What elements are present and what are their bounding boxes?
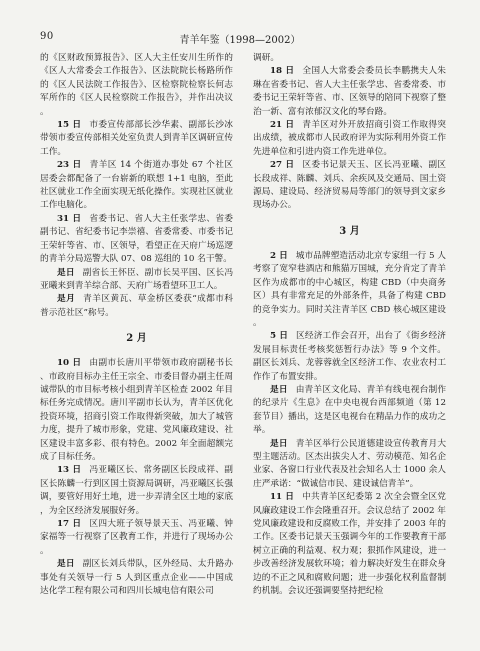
entry-text: 青羊区 14 个街道办事处 67 个社区居委会都配备了一台崭新的联想 1+1 电脑，至此社区就业工作全面实现无纸化操作。实现社区就业工作电脑化。: [40, 160, 233, 211]
entry-text: 区四大班子领导景天玉、冯亚曦、钟家福等一行视察了区教育工作，并进行了现场办公。: [40, 519, 233, 556]
entry-date: 11 日: [270, 492, 295, 503]
chronicle-entry: [40, 267, 233, 294]
chronicle-entry: [40, 213, 233, 267]
entry-text: 青羊区对外开放招商引资工作取得突出成绩，被成都市人民政府评为实际利用外资工作先进单位和引进内资工作先进单位。: [253, 120, 446, 157]
entry-text: 调研。: [253, 53, 280, 63]
page-number: 90: [40, 31, 54, 42]
chronicle-entry: [40, 293, 233, 320]
entry-date: 15 日: [57, 120, 82, 131]
entry-date: 是月: [57, 294, 76, 305]
entry-date: 10 日: [57, 358, 82, 369]
entry-text: 青羊区举行公民道德建设宣传教育月大型主题活动。区杰出拔尖人才、劳动模范、知名企业家、各窗口行业代表及社会知名人士 1000 余人庄严承诺：“做诚信市民、建设诚信青羊”。: [253, 438, 447, 489]
chronicle-entry: [40, 558, 233, 598]
chronicle-entry: [40, 357, 233, 464]
entry-date: 是日: [57, 559, 75, 570]
left-column: [40, 52, 233, 598]
entry-text: 中共青羊区纪委第 2 次全会暨全区党风廉政建设工作会隆重召开。会议总结了 2002 年党风廉政建设和反腐败工作，并安排了 2003 年的工作。区委书记景天玉强调今年的工作要教育干部树立正确的利益观、权力观；狠抓作风建设，进一步改善经济发展软环境；着力解决好发生在群众身边的不正之风和腐败问题；进一步强化权利监督制约机制。会议还强调要坚持把纪检: [253, 492, 446, 597]
entry-text: 青羊区黄瓦、草金桥区委获“成都市科普示范社区”称号。: [40, 294, 233, 318]
entry-text: 副省长王怀臣、副市长吴平国、区长冯亚曦来到青羊综合部、天府广场看望环卫工人。: [40, 267, 234, 291]
entry-date: 13 日: [57, 465, 82, 476]
continued-paragraph: [40, 52, 233, 119]
chronicle-entry: [40, 518, 233, 558]
entry-text: 冯亚曦区长、常务副区长段成祥、副区长陈麟一行到区国土资源局调研，冯亚曦区长强调，要管好用好土地，进一步弄清全区土地的家底，为全区经济发展服好务。: [40, 465, 233, 516]
chronicle-entry: [253, 119, 446, 159]
entry-date: 31 日: [57, 213, 82, 224]
chronicle-entry: [253, 330, 446, 384]
entry-text: 市委宣传部部长沙华素、副部长沙冰带领市委宣传部相关处室负责人到青羊区调研宣传工作。: [40, 120, 233, 157]
entry-date: 27 日: [270, 160, 295, 171]
running-header-title: 青羊年鉴（1998—2002）: [179, 35, 301, 46]
entry-date: 是日: [270, 384, 288, 395]
entry-date: 是日: [270, 438, 288, 449]
entry-date: 17 日: [57, 519, 82, 529]
chronicle-entry: [253, 384, 446, 438]
entry-date: 21 日: [270, 120, 295, 131]
chronicle-entry: [40, 159, 233, 213]
right-column: [253, 52, 446, 598]
chronicle-entry: [253, 491, 446, 598]
entry-text: 省委书记、省人大主任张学忠、省委副书记、省纪委书记李崇禧、省委常委、市委书记王荣轩等省、市、区领导，看望正在天府广场巡逻的青羊分局巡警大队 07、08 巡组的 10 名干警。: [40, 213, 233, 265]
entry-text: 区经济工作会召开，出台了《街乡经济发展目标责任考核奖惩暂行办法》等 9 个文件。副区长刘兵、龙蓉蓉就全区经济工作、农业农村工作作了布置安排。: [253, 331, 446, 382]
month-heading: 2 月: [126, 333, 147, 345]
chronicle-entry: [253, 438, 446, 492]
continued-paragraph: [253, 52, 446, 65]
entry-text: 由副市长唐川平带领市政府副秘书长、市政府目标办主任王宗全、市委目督办副主任周诚带队的市目标考核小组到青羊区检查 2002 年目标任务完成情况。唐川平副市长认为，青羊区优化投资环境，招商引资工作取得新突破，加大了城管力度，提升了城市形象，党建、党风廉政建设、社区建设丰富多彩、很有特色。2002 年全面超额完成了目标任务。: [40, 358, 233, 462]
entry-text: 区委书记景天玉、区长冯亚曦、副区长段成祥、陈麟、刘兵、余疾风及交通局、国土资源局、建设局、经济贸易局等部门的领导到文家乡现场办公。: [253, 160, 446, 211]
entry-text: 城市品牌塑造活动北京专家组一行 5 人考察了宽窄巷酒店和熊猫万国城，充分肯定了青羊区作为成都市的中心城区，构建 CBD（中央商务区）具有非常充足的外部条件，具备了构建 CBD 的竞争实力。同时关注青羊区 CBD 核心城区建设。: [253, 250, 446, 328]
entry-text: 由青羊区文化局、青羊有线电视台制作的纪录片《生息》在中央电视台西部频道（第 12 套节目）播出，这是区电视台在精品力作的成功之举。: [253, 384, 447, 436]
entry-date: 18 日: [270, 66, 295, 77]
entry-text: 副区长刘兵带队，区外经局、太升路办事处有关领导一行 5 人到区重点企业——中国成达化学工程有限公司和四川长城电信有限公司: [40, 559, 234, 597]
chronicle-entry: [40, 119, 233, 159]
chronicle-entry: [253, 65, 446, 119]
entry-date: 23 日: [57, 160, 82, 171]
entry-text: 的《区财政预算报告》、区人大主任安川生所作的《区人大常委会工作报告》、区法院院长杨路所作的《区人民法院工作报告》、区检察院检察长何志军所作的《区人民检察院工作报告》，并作出决议。: [40, 53, 233, 117]
chronicle-entry: [253, 250, 446, 330]
entry-date: 2 日: [270, 250, 288, 261]
chronicle-entry: [40, 464, 233, 518]
chronicle-entry: [253, 159, 446, 213]
entry-date: 是日: [57, 267, 75, 278]
entry-date: 5 日: [270, 331, 289, 342]
month-heading: 3 月: [339, 225, 360, 237]
entry-text: 全国人大常委会委员长李鹏携夫人朱琳在省委书记、省人大主任张学忠、省委常委、市委书记王荣轩等省、市、区领导的陪同下视察了整治一新、富有浓郁汉文化的琴台路。: [253, 66, 446, 117]
